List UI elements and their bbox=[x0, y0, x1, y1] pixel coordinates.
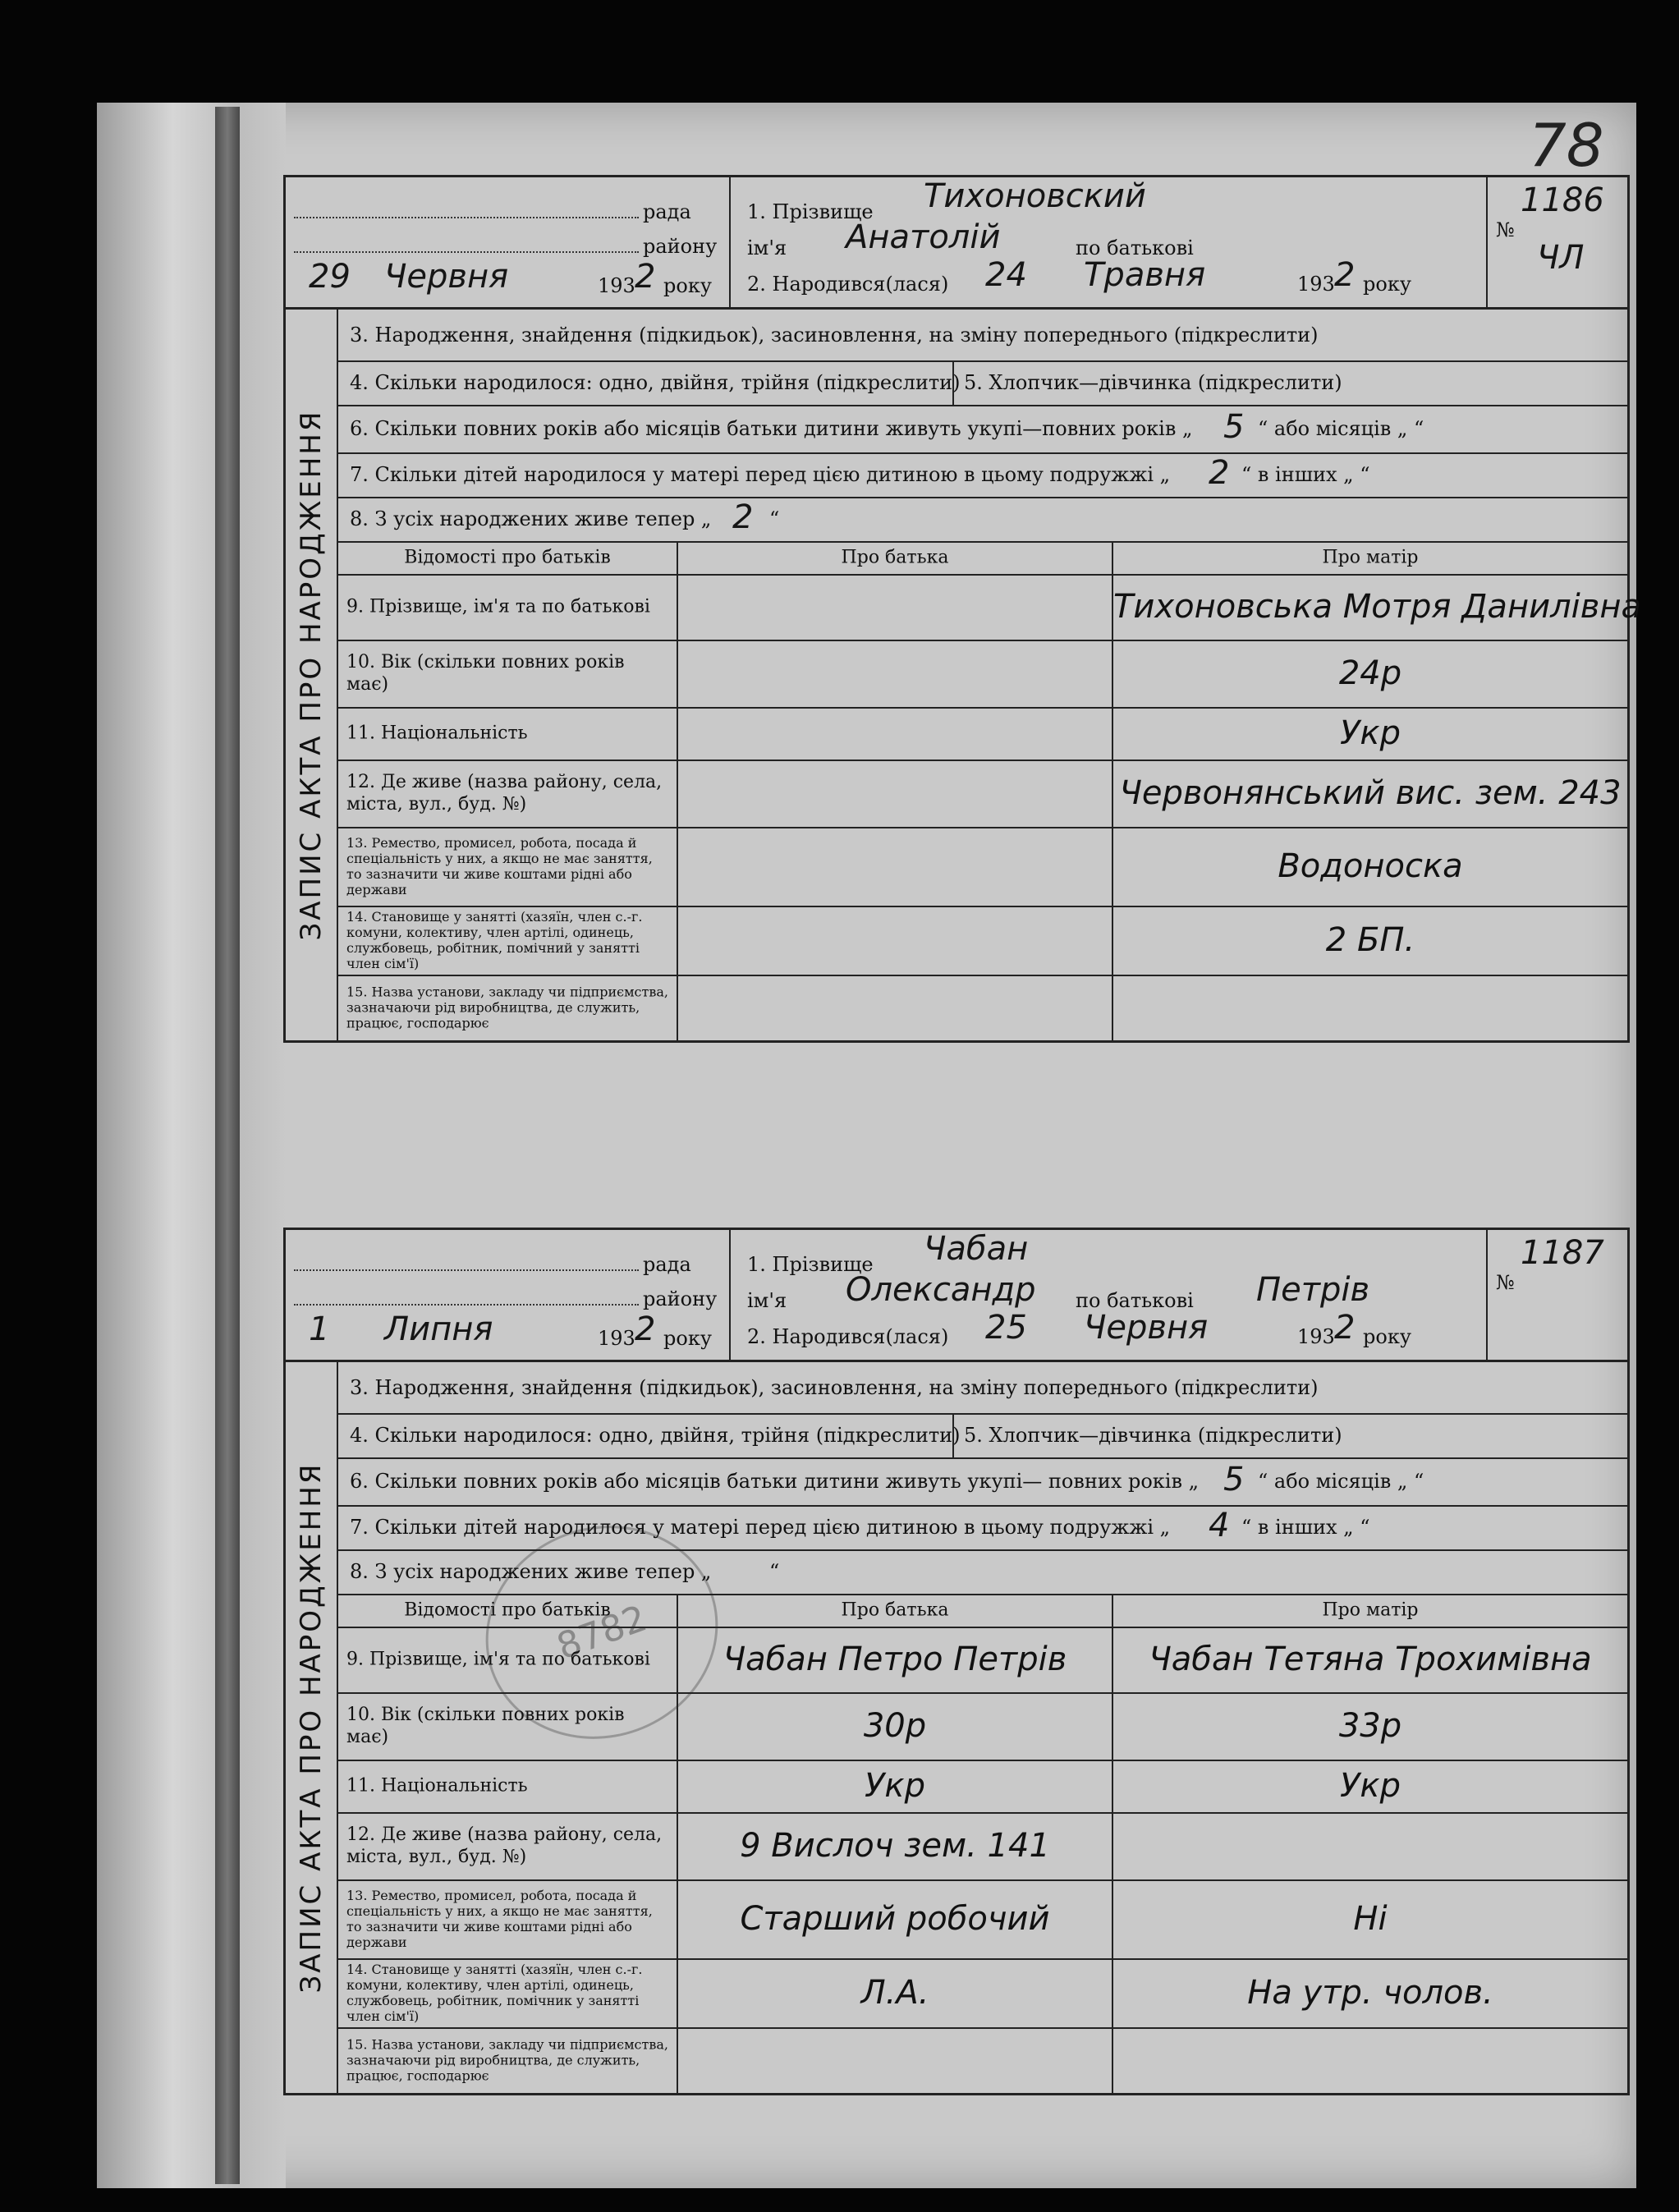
roku-label: року bbox=[663, 274, 712, 297]
q7-text: 7. Скільки дітей народилося у матері перед цією дитиною в цьому подружжі „ bbox=[350, 1516, 1171, 1539]
q7-tail: “ в інших „ “ bbox=[1241, 463, 1370, 486]
q6-value: 5 bbox=[1223, 408, 1245, 446]
q3-text: 3. Народження, знайдення (підкидьок), засиновлення, на зміну попереднього (підкреслити) bbox=[350, 324, 1319, 346]
q5-text: 5. Хлопчик—дівчинка (підкреслити) bbox=[964, 371, 1342, 394]
patronymic-label: по батькові bbox=[1076, 1289, 1194, 1312]
row-label: 15. Назва установи, закладу чи підприємства, зазначаючи рід виробництва, де служить, працює, господарює bbox=[346, 984, 668, 1031]
mother-value: Водоноска bbox=[1278, 847, 1463, 885]
number-sign: № bbox=[1496, 1271, 1515, 1294]
form-row bbox=[338, 1413, 1627, 1459]
row-label: 14. Становище у занятті (хазяїн, член с.-г. комуни, колективу, член артілі, одинець, службовець, робітник, помічний у занятті член сім'ї) bbox=[346, 909, 643, 971]
col-info-header: Відомості про батьків bbox=[404, 547, 611, 568]
q7-value: 4 bbox=[1209, 1507, 1230, 1544]
birth-month: Травня bbox=[1084, 256, 1206, 294]
form-row bbox=[338, 1549, 1627, 1595]
father-value: Укр bbox=[865, 1767, 925, 1805]
father-value: 9 Вислоч зем. 141 bbox=[740, 1827, 1050, 1865]
parent-row bbox=[338, 707, 1627, 761]
row-label: 14. Становище у занятті (хазяїн, член с.-г. комуни, колективу, член артілі, одинець, службовець, робітник, помічник у занятті член сім'ї) bbox=[346, 1962, 643, 2024]
col-father-header: Про батька bbox=[841, 547, 949, 568]
born-label: 2. Народився(лася) bbox=[747, 273, 949, 296]
form-row bbox=[338, 497, 1627, 543]
row-label: 10. Вік (скільки повних років має) bbox=[346, 652, 625, 695]
page-number: 78 bbox=[1529, 111, 1604, 180]
reg-year-digit: 2 bbox=[635, 258, 656, 296]
q6-text: 6. Скільки повних років або місяців батьки дитини живуть укупі—повних років „ bbox=[350, 417, 1193, 440]
form-row bbox=[338, 1505, 1627, 1551]
parent-row bbox=[338, 975, 1627, 1040]
child-name: Анатолій bbox=[846, 218, 1001, 256]
q7-value: 2 bbox=[1209, 454, 1230, 492]
parent-row bbox=[338, 1958, 1627, 2029]
parent-row bbox=[338, 760, 1627, 828]
father-value: Л.А. bbox=[860, 1974, 929, 2012]
q8-value: 2 bbox=[732, 498, 754, 536]
parent-row bbox=[338, 1812, 1627, 1881]
patronymic-label: по батькові bbox=[1076, 236, 1194, 259]
q4-text: 4. Скільки народилося: одно, двійня, трійня (підкреслити) bbox=[350, 371, 961, 394]
rada-label: рада bbox=[643, 1253, 691, 1276]
form-row bbox=[338, 405, 1627, 454]
record-number-block bbox=[1486, 177, 1627, 307]
birth-day: 25 bbox=[985, 1309, 1027, 1347]
child-name: Олександр bbox=[846, 1271, 1036, 1309]
row-label: 9. Прізвище, ім'я та по батькові bbox=[346, 1649, 650, 1670]
parent-row bbox=[338, 640, 1627, 709]
binding-edge bbox=[97, 103, 286, 2188]
rada-line bbox=[294, 217, 639, 218]
rayonu-line bbox=[294, 1304, 639, 1306]
child-patronymic: Петрів bbox=[1256, 1271, 1370, 1309]
reg-day: 1 bbox=[309, 1310, 330, 1348]
child-block bbox=[731, 1230, 1486, 1360]
rayonu-label: району bbox=[643, 235, 718, 258]
birth-year-prefix: 193 bbox=[1297, 1325, 1335, 1348]
record-header bbox=[283, 1228, 1630, 1360]
form-row bbox=[338, 1362, 1627, 1415]
child-block bbox=[731, 177, 1486, 307]
col-father-header: Про батька bbox=[841, 1599, 949, 1621]
parent-row bbox=[338, 2027, 1627, 2093]
form-row bbox=[338, 1594, 1627, 1628]
binding-stripe bbox=[215, 107, 240, 2184]
row-label: 15. Назва установи, закладу чи підприємства, зазначаючи рід виробництва, де служить, працює, господарює bbox=[346, 2036, 668, 2084]
q5-text: 5. Хлопчик—дівчинка (підкреслити) bbox=[964, 1424, 1342, 1447]
mother-value: Червонянський вис. зем. 243 bbox=[1119, 774, 1622, 812]
record-header bbox=[283, 175, 1630, 307]
father-value: Чабан Петро Петрів bbox=[723, 1641, 1067, 1678]
birth-record-2 bbox=[283, 1228, 1630, 2095]
col-mother-header: Про матір bbox=[1322, 1599, 1419, 1621]
parent-row bbox=[338, 1760, 1627, 1814]
birth-year-digit: 2 bbox=[1334, 256, 1356, 294]
rayonu-line bbox=[294, 251, 639, 253]
record-number: 1186 bbox=[1521, 181, 1604, 219]
record-body bbox=[283, 1360, 1630, 2095]
birth-year-digit: 2 bbox=[1334, 1309, 1356, 1347]
q8-text: 8. З усіх народжених живе тепер „ bbox=[350, 507, 712, 530]
row-label: 10. Вік (скільки повних років має) bbox=[346, 1705, 625, 1747]
form-row bbox=[338, 452, 1627, 498]
record-number-secondary: ЧЛ bbox=[1537, 239, 1585, 277]
parent-row bbox=[338, 1692, 1627, 1761]
father-value: 30р bbox=[863, 1707, 927, 1745]
parent-row bbox=[338, 827, 1627, 907]
row-label: 12. Де живе (назва району, села, міста, вул., буд. №) bbox=[346, 772, 663, 815]
mother-value: 2 БП. bbox=[1325, 921, 1415, 959]
form-row bbox=[338, 310, 1627, 362]
reg-year-digit: 2 bbox=[635, 1310, 656, 1348]
reg-month: Липня bbox=[384, 1310, 493, 1348]
rada-line bbox=[294, 1269, 639, 1271]
record-body bbox=[283, 307, 1642, 1043]
record-number-block bbox=[1486, 1230, 1627, 1360]
reg-day: 29 bbox=[309, 258, 351, 296]
reg-month: Червня bbox=[384, 258, 509, 296]
name-label: ім'я bbox=[747, 1289, 787, 1312]
registration-block bbox=[286, 1230, 731, 1360]
mother-value: Укр bbox=[1340, 1767, 1401, 1805]
mother-value: Чабан Тетяна Трохимівна bbox=[1149, 1641, 1592, 1678]
child-surname: Чабан bbox=[924, 1230, 1029, 1268]
row-label: 12. Де живе (назва району, села, міста, вул., буд. №) bbox=[346, 1824, 663, 1867]
parent-row bbox=[338, 1627, 1627, 1694]
vertical-title bbox=[286, 1362, 338, 2093]
birth-record-1 bbox=[283, 175, 1642, 1043]
form-row bbox=[338, 541, 1627, 576]
q6-text: 6. Скільки повних років або місяців батьки дитини живуть укупі— повних років „ bbox=[350, 1470, 1200, 1493]
birth-month: Червня bbox=[1084, 1309, 1209, 1347]
birth-day: 24 bbox=[985, 256, 1027, 294]
q8-tail: “ bbox=[769, 507, 780, 530]
year-prefix: 193 bbox=[598, 1327, 635, 1350]
registration-block bbox=[286, 177, 731, 307]
birth-roku-label: року bbox=[1363, 1325, 1411, 1348]
mother-value: 33р bbox=[1338, 1707, 1402, 1745]
parent-row bbox=[338, 906, 1627, 976]
q6-value: 5 bbox=[1223, 1461, 1245, 1498]
q8-tail: “ bbox=[769, 1560, 780, 1583]
q6-tail: “ або місяців „ “ bbox=[1258, 1470, 1424, 1493]
vertical-title bbox=[286, 310, 338, 1040]
father-value: Старший робочий bbox=[740, 1900, 1050, 1938]
name-label: ім'я bbox=[747, 236, 787, 259]
archive-stamp: 8782 bbox=[456, 1494, 748, 1771]
mother-value: На утр. чолов. bbox=[1247, 1974, 1493, 2012]
record-number: 1187 bbox=[1521, 1234, 1604, 1272]
born-label: 2. Народився(лася) bbox=[747, 1325, 949, 1348]
q6-tail: “ або місяців „ “ bbox=[1258, 417, 1424, 440]
form-row bbox=[338, 360, 1627, 406]
vertical-title-text: ЗАПИС АКТА ПРО НАРОДЖЕННЯ bbox=[295, 1462, 328, 1994]
year-prefix: 193 bbox=[598, 274, 635, 297]
surname-label: 1. Прізвище bbox=[747, 200, 874, 223]
mother-value: Укр bbox=[1340, 714, 1401, 752]
q7-text: 7. Скільки дітей народилося у матері перед цією дитиною в цьому подружжі „ bbox=[350, 463, 1171, 486]
q7-tail: “ в інших „ “ bbox=[1241, 1516, 1370, 1539]
surname-label: 1. Прізвище bbox=[747, 1253, 874, 1276]
number-sign: № bbox=[1496, 218, 1515, 241]
row-label: 11. Національність bbox=[346, 1775, 528, 1797]
rayonu-label: району bbox=[643, 1287, 718, 1310]
col-mother-header: Про матір bbox=[1322, 547, 1419, 568]
child-surname: Тихоновский bbox=[924, 177, 1146, 215]
row-label: 9. Прізвище, ім'я та по батькові bbox=[346, 596, 650, 617]
form-row bbox=[338, 1457, 1627, 1507]
mother-value: Тихоновська Мотря Данилівна bbox=[1113, 588, 1642, 626]
birth-roku-label: року bbox=[1363, 273, 1411, 296]
mother-value: Ні bbox=[1353, 1900, 1388, 1938]
q3-text: 3. Народження, знайдення (підкидьок), засиновлення, на зміну попереднього (підкреслити) bbox=[350, 1376, 1319, 1399]
vertical-title-text: ЗАПИС АКТА ПРО НАРОДЖЕННЯ bbox=[295, 409, 328, 941]
q4-text: 4. Скільки народилося: одно, двійня, трійня (підкреслити) bbox=[350, 1424, 961, 1447]
roku-label: року bbox=[663, 1327, 712, 1350]
birth-year-prefix: 193 bbox=[1297, 273, 1335, 296]
q8-text: 8. З усіх народжених живе тепер „ bbox=[350, 1560, 712, 1583]
rada-label: рада bbox=[643, 200, 691, 223]
row-label: 11. Національність bbox=[346, 723, 528, 744]
col-info-header: Відомості про батьків bbox=[404, 1599, 611, 1621]
parent-row bbox=[338, 574, 1642, 641]
mother-value: 24р bbox=[1338, 654, 1402, 692]
row-label: 13. Ремество, промисел, робота, посада й спеціальність у них, а якщо не має заняття, то зазначити чи живе коштами рідні або держави bbox=[346, 1888, 653, 1950]
row-label: 13. Ремество, промисел, робота, посада й спеціальність у них, а якщо не має заняття, то зазначити чи живе коштами рідні або держави bbox=[346, 835, 653, 897]
parent-row bbox=[338, 1879, 1627, 1960]
